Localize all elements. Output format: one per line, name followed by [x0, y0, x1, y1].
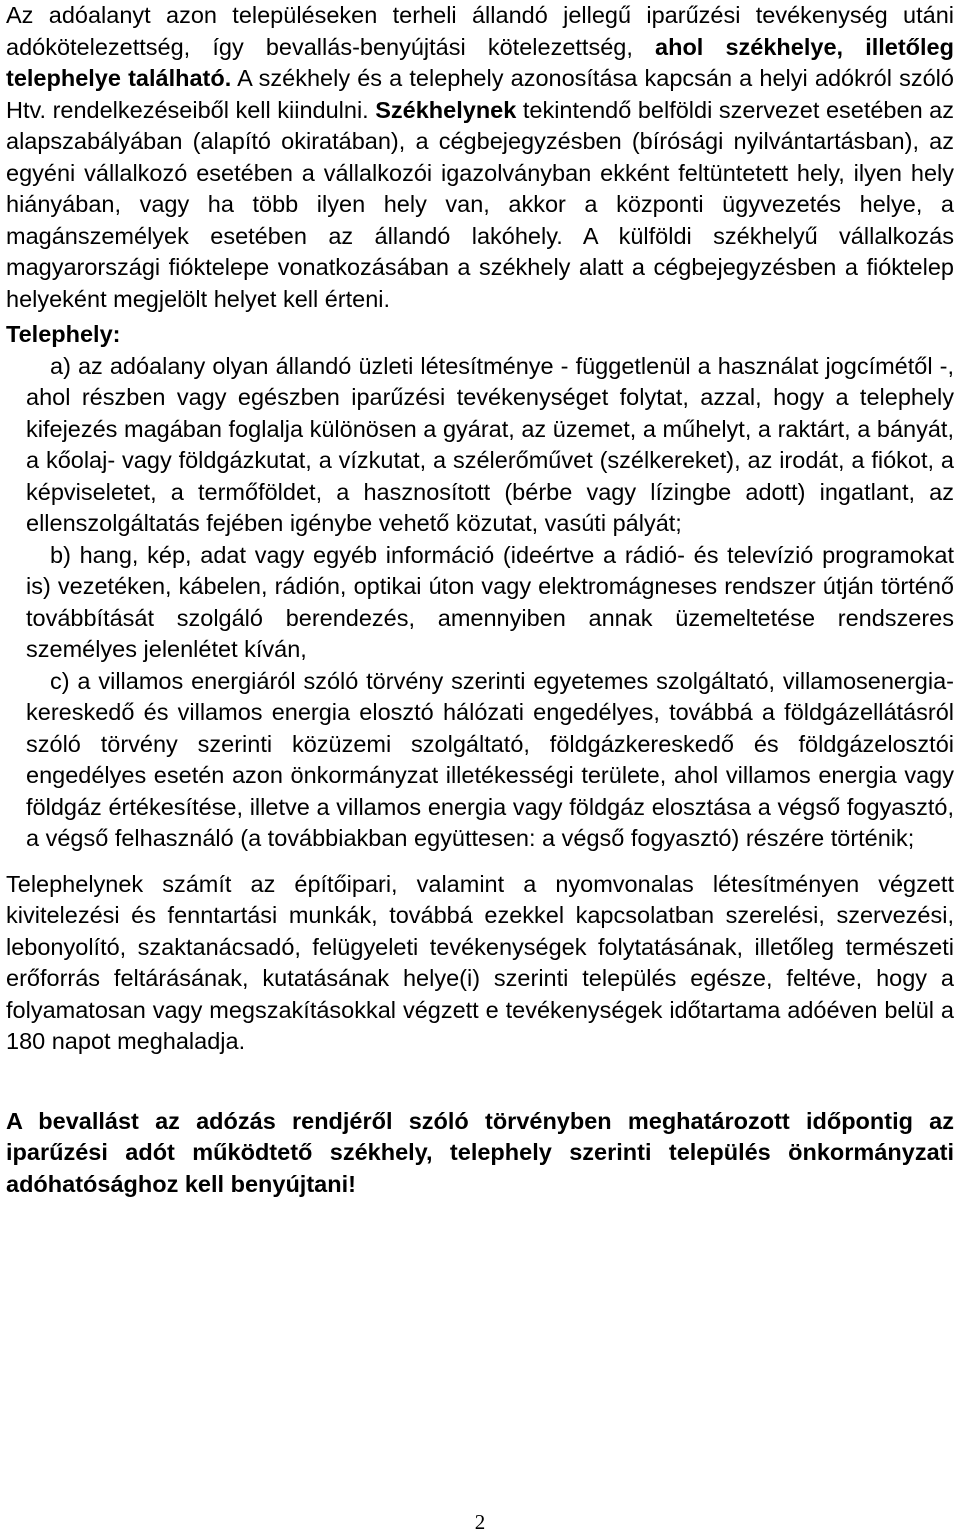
- item-c-text: c) a villamos energiáról szóló törvény szerinti egyetemes szolgáltató, villamosenergia-kereskedő és villamos energia elosztó hálózati engedélyes, továbbá a földgázellátásról szóló törvény szerinti közüzemi szolgáltató, földgázkereskedő és földgázelosztói engedélyes esetén azon önkormányzat illetékességi területe, ahol villamos energia vagy földgáz értékesítése, illetve a villamos energia vagy földgáz elosztása a végső fogyasztó, a végső felhasználó (a továbbiakban együttesen: a végső fogyasztó) részére történik;: [26, 667, 954, 851]
- intro-bold-text: ahol székhelye, illetőleg telephelye található.: [6, 33, 954, 91]
- intro-paragraph: [6, 0, 954, 315]
- final-notice: A bevallást az adózás rendjéről szóló törvényben meghatározott időpontig az iparűzési adót működtető székhely, telephely szerinti település önkormányzati adóhatósághoz kell benyújtani!: [6, 1107, 954, 1197]
- telephely-item-c: [6, 666, 954, 855]
- telephely-heading: Telephely:: [6, 321, 121, 347]
- telephely-item-a: [6, 351, 954, 540]
- szekhely-definition: tekintendő belföldi szervezet esetében az alapszabályában (alapító okiratában), a cégbejegyzésben (bírósági nyilvántartásban), az egyéni vállalkozó esetében a vállalkozói igazolványban ekként feltüntetett hely, ilyen hely hiányában, vagy ha több ilyen hely van, akkor a központi ügyvezetés helye, a magánszemélyek esetében az állandó lakóhely. A külföldi székhelyű vállalkozás magyarországi fióktelepe vonatkozásában a székhely alatt a cégbejegyzésben a fióktelep helyeként megjelölt helyet kell érteni.: [6, 96, 954, 312]
- intro-text-1: Az adóalanyt azon településeken terheli állandó jellegű iparűzési tevékenység utáni adókötelezettség, így bevallás-benyújtási kötelezettség,: [6, 2, 954, 60]
- item-b-text: b) hang, kép, adat vagy egyéb információ (ideértve a rádió- és televízió programokat is) vezetéken, kábelen, rádión, optikai úton vagy elektromágneses rendszer útján történő továbbítását szolgáló berendezés, amennyiben annak üzemeltetése rendszeres személyes jelenlétet kíván,: [26, 541, 954, 662]
- szekhely-term: Székhelynek: [375, 96, 517, 123]
- intro-text-2: A székhely és a telephely azonosítása kapcsán a helyi adókról szóló Htv. rendelkezéseiből kell kiindulni.: [6, 65, 954, 123]
- epitoipari-paragraph: Telephelynek számít az építőipari, valamint a nyomvonalas létesítményen végzett kivitelezési és fenntartási munkák, továbbá ezekkel kapcsolatban szerelési, szervezési, lebonyolító, szaktanácsadó, felügyeleti tevékenységek folytatásának, illetőleg természeti erőforrás feltárásának, kutatásának helye(i) szerinti település egésze, feltéve, hogy a folyamatosan vagy megszakításokkal végzett e tevékenységek időtartama adóéven belül a 180 napot meghaladja.: [6, 870, 954, 1054]
- telephely-item-b: [6, 540, 954, 666]
- document-body: [6, 0, 954, 1200]
- page-number: 2: [474, 1510, 486, 1534]
- item-a-text: a) az adóalany olyan állandó üzleti létesítménye - függetlenül a használat jogcímétől -, ahol részben vagy egészben iparűzési tevékenységet folytat, azzal, hogy a telephely kifejezés magában foglalja különösen a gyárat, az üzemet, a műhelyt, a raktárt, a bányát, a kőolaj- vagy földgázkutat, a vízkutat, a szélerőművet (szélkereket), az irodát, a fiókot, a képviseletet, a termőföldet, a hasznosított (bérbe vagy lízingbe adott) ingatlant, az ellenszolgáltatás fejében igénybe vehető közutat, vasúti pályát;: [26, 352, 954, 536]
